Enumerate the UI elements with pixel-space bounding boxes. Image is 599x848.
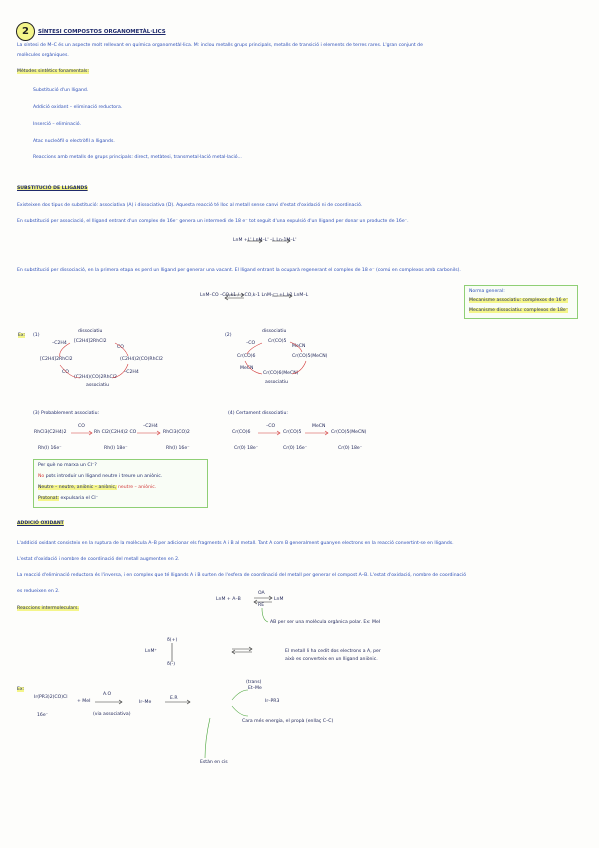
final-energy-note: Cara més energia, el propà (enllaç C–C) — [242, 719, 334, 724]
ex2-top: dissociatiu — [262, 329, 287, 334]
example-1-number: (1) — [33, 333, 40, 338]
method-item: Substitució d'un lligand. — [33, 88, 89, 93]
ex4-e2: Cr(0) 16e⁻ — [283, 446, 308, 451]
oa-equation-left: LnM + A–B — [216, 597, 241, 602]
ex2-g: Cr(CO)6(MeCN) — [263, 371, 299, 376]
substitution-paragraph-3: En substitució per dissociació, en la primera etapa es perd un lligand per generar una vacant. El lligand entrant la ocuparà regenerant el complex de 18 e⁻ (comú en complexos amb carbonils). — [17, 268, 461, 273]
ex3-a1: CO — [78, 424, 85, 429]
final-step2: E.R — [170, 696, 178, 701]
question-line2-b: neutre – aniònic. — [116, 485, 157, 490]
oa-equation-product: LnM — [274, 597, 284, 602]
method-item: Inserció – eliminació. — [33, 122, 81, 127]
final-path-b: Ir–PR3 — [265, 699, 280, 704]
ex3-r1: RhCl3(C2H4)2 — [34, 430, 67, 435]
intro-line-2: molècules orgàniques. — [17, 53, 69, 58]
re-arrow-label: RE — [258, 603, 265, 608]
ex1-f: CO — [62, 370, 69, 375]
scheme-delta-plus: δ(+) — [167, 638, 178, 643]
example-3-heading: (3) Probablement associatiu: — [33, 411, 100, 416]
question-line1-a: No — [38, 474, 45, 479]
ex1-c: CO — [117, 345, 124, 350]
methods-heading: Mètodes sintètics fonamentals: — [17, 69, 89, 74]
ex4-e1: Cr(0) 18e⁻ — [234, 446, 259, 451]
ex4-a2: MeCN — [312, 424, 326, 429]
final-product: Ir–Me — [139, 700, 152, 705]
question-line2-a: Neutre – neutre, aniònic – aniònic, — [38, 485, 117, 490]
ex1-top: dissociatiu — [78, 329, 103, 334]
ex1-d: [C2H4]2RhCl2 — [40, 357, 73, 362]
substitution-paragraph-1: Existeixen dos tipus de substitució: associativa (A) i dissociativa (D). Aquesta reacció té lloc al metall sense canvi d'estat d'oxidació ni de coordinació. — [17, 203, 363, 208]
ex1-g: –C2H4 — [124, 370, 139, 375]
oxidative-paragraph-3: La reacció d'eliminació reductora és l'inversa, i en complex que té lligands A i B surten de l'esfera de coordinació del metall per generar el compost A–B. L'estat d'oxidació, nombre de coordinació — [17, 573, 467, 578]
question-text: Per què no marxa un Cl⁻? — [38, 463, 97, 468]
final-example-label: Ex: — [17, 687, 25, 692]
question-line3-a: Protonat: — [38, 496, 59, 501]
scheme-left: LnM⁺ — [145, 649, 157, 654]
scheme-note-2: això es converteix en un lligand aniònic. — [285, 657, 378, 662]
dissociative-equation: LnM–CO –CO,k1 / +CO,k-1 LnM–□ +L,k2 LnM–L — [200, 293, 309, 298]
ex4-e3: Cr(0) 18e⁻ — [338, 446, 363, 451]
example-2-number: (2) — [225, 333, 232, 338]
question-line3-b: expulsaria el Cl⁻ — [58, 496, 99, 501]
ex3-e3: Rh(I) 16e⁻ — [166, 446, 190, 451]
substitution-heading: SUBSTITUCIÓ DE LLIGANDS — [17, 186, 88, 191]
final-plus-mei: + MeI — [77, 699, 91, 704]
scheme-delta-minus: δ(-) — [167, 662, 176, 667]
method-item: Atac nucleòfil o electròfil a lligands. — [33, 139, 115, 144]
ex1-b: [C2H4]2RhCl2 — [74, 339, 107, 344]
section-number-badge: 2 — [16, 22, 35, 41]
question-line1-b: pots introduir un lligand neutre i treure un aniònic. — [44, 474, 163, 479]
intro-line-1: La síntesi de M–C és un aspecte molt rellevant en química organometàl·lica. M: inclou metalls grups principals, metalls de transició i elements de terres rares. L'gran conjunt de — [17, 43, 423, 48]
oxidative-paragraph-4: es redueixen en 2. — [17, 589, 60, 594]
oxidative-heading: ADDICIÓ OXIDANT — [17, 521, 64, 526]
ex4-r2: Cr(CO)5 — [283, 430, 302, 435]
example-4-heading: (4) Certament dissociatiu: — [228, 411, 288, 416]
oa-arrow-label: OA — [258, 591, 265, 596]
final-electron-count: 16e⁻ — [37, 713, 49, 718]
final-path-a: Et–Me — [248, 686, 262, 691]
ex3-e2: Rh(I) 18e⁻ — [104, 446, 128, 451]
ex3-r3: RhCl3(CO)2 — [163, 430, 190, 435]
final-arrow-top: A.O — [103, 692, 112, 697]
page-title: SÍNTESI COMPOSTOS ORGANOMETÀL·LICS — [38, 29, 166, 35]
ex2-a: –CO — [246, 341, 256, 346]
ex1-bottom: associatiu — [86, 383, 110, 388]
substitution-paragraph-2: En substitució per associació, el lligand entrant d'un complex de 16e⁻ genera un intermedi de 18 e⁻ tot seguit d'una expulsió d'un lligand per donar un producte de 16e⁻. — [17, 219, 409, 224]
ex2-f: MeCN — [240, 366, 254, 371]
ex4-r3: Cr(CO)5(MeCN) — [331, 430, 367, 435]
ex2-e: Cr(CO)5(MeCN) — [292, 354, 328, 359]
oxidative-paragraph-2: L'estat d'oxidació i nombre de coordinació del metall augmenten en 2. — [17, 557, 180, 562]
final-top-label: (trans) — [246, 680, 262, 685]
ex3-e1: Rh(I) 16e⁻ — [38, 446, 62, 451]
norm-title: Norma general: — [469, 289, 505, 294]
ex1-e: (C2H4)2(CO)RhCl2 — [120, 357, 163, 362]
ex2-d: Cr(CO)6 — [237, 354, 256, 359]
ex2-b: Cr(CO)5 — [268, 339, 287, 344]
ex2-c: MeCN — [292, 344, 306, 349]
final-bottom-note: Estàn en cis — [200, 760, 228, 765]
ex3-a2: –C2H4 — [143, 424, 158, 429]
ex4-r1: Cr(CO)6 — [232, 430, 251, 435]
associative-equation: LnM +L' LnM–L' –L Ln-1M–L' — [233, 238, 297, 243]
ex1-a: –C2H4 — [52, 341, 67, 346]
ex2-bottom: associatiu — [265, 380, 289, 385]
ex1-h: (C2H4)(CO)2RhCl2 — [74, 375, 117, 380]
scheme-note-1: El metall li ha cedit dos electrons a A, per — [285, 649, 381, 654]
method-item: Reaccions amb metalls de grups principals: direct, metàtesi, transmetal·lació metal·lació... — [33, 155, 242, 160]
ex4-a1: –CO — [266, 424, 276, 429]
examples-label: Ex: — [18, 333, 26, 338]
final-reactant: Ir(PR3)2(CO)Cl — [34, 695, 68, 700]
oxidative-paragraph-1: L'addició oxidant consisteix en la ruptura de la molècula A–B per adicionar els fragments A i B al metall. Tant A com B generalment guanyen electrons en la reacció convertint-se en lligands. — [17, 541, 454, 546]
norm-line-associative: Mecanisme associatiu: complexos de 16 e⁻ — [469, 298, 569, 303]
method-item: Addició oxidant – eliminació reductora. — [33, 105, 123, 110]
ex3-r2: Rh Cl2(C2H4)2 CO — [94, 430, 137, 435]
oa-note: AB per ser una molècula orgànica polar. Ex: MeI — [270, 620, 381, 625]
oxidative-paragraph-5: Reaccions intermoleculars. — [17, 606, 79, 611]
final-arrow-bottom: (via associativa) — [93, 712, 131, 717]
norm-line-dissociative: Mecanisme dissociatiu: complexos de 18e⁻ — [469, 308, 569, 313]
